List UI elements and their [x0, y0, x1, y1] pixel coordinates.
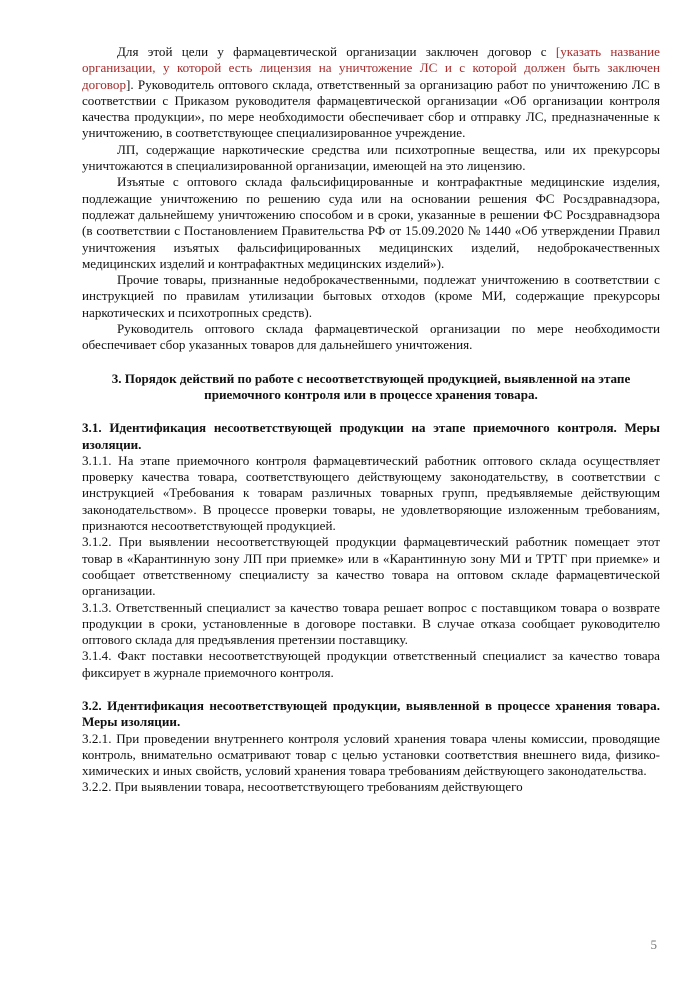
paragraph-manager: Руководитель оптового склада фармацевтической организации по мере необходимости обеспечивает сбор указанных товаров для дальнейшего уничтожения. [82, 321, 660, 353]
section-3-heading: 3. Порядок действий по работе с несоответствующей продукцией, выявленной на этапе приемочного контроля или в процессе хранения товара. [111, 370, 631, 402]
item-3-2-2: 3.2.2. При выявлении товара, несоответствующего требованиям действующего [82, 779, 523, 795]
paragraph-contract [82, 44, 660, 142]
section-3-1-heading: 3.1. Идентификация несоответствующей продукции на этапе приемочного контроля. Меры изоляции. [82, 420, 660, 452]
section-3-2-heading: 3.2. Идентификация несоответствующей продукции, выявленной в процессе хранения товара. Меры изоляции. [82, 697, 660, 730]
paragraph-narcotics: ЛП, содержащие наркотические средства или психотропные вещества, или их прекурсоры уничтожаются в специализированной организации, имеющей на это лицензию. [82, 141, 660, 174]
item-3-2-1: 3.2.1. При проведении внутреннего контроля условий хранения товара члены комиссии, проводящие контроль, внимательно осматривают товар с целью установки соответствия внешнего вида, физико-химических и иных свойств, условий хранения товара требованиям действующего законодательства. [82, 730, 660, 779]
paragraph-text: ]. Руководитель оптового склада, ответственный за организацию работ по уничтожению ЛС в соответствии с Приказом руководителя фармацевтической организации «Об организации контроля качества продукции», по мере необходимости обеспечивает сбор и отправку ЛС, предназначенные к уничтожению, в соответствующее специализированное учреждение. [82, 76, 660, 141]
item-3-1-4: 3.1.4. Факт поставки несоответствующей продукции ответственный специалист за качество товара фиксирует в журнале приемочного контроля. [82, 648, 660, 680]
document-page [82, 44, 660, 796]
paragraph-falsified: Изъятые с оптового склада фальсифицированные и контрафактные медицинские изделия, подлежащие уничтожению по решению суда или на основании решения ФС Росздравнадзора, подлежат дальнейшему уничтожению способом и в сроки, указанные в решении ФС Росздравнадзора (в соответствии с Постановлением Правительства РФ от 15.09.2020 № 1440 «Об утверждении Правил уничтожения изъятых фальсифицированных медицинских изделий, недоброкачественных медицинских изделий и контрафактных медицинских изделий»). [82, 174, 660, 271]
item-3-1-1: 3.1.1. На этапе приемочного контроля фармацевтический работник оптового склада осуществляет проверку качества товара, соответствующего действующему законодательству, в соответствии с инструкцией «Требования к товарам различных товарных групп, предъявляемые действующим законодательством». В процессе проверки товары, не удовлетворяющие изложенным требованиям, признаются несоответствующей продукцией. [82, 452, 660, 534]
item-3-1-3: 3.1.3. Ответственный специалист за качество товара решает вопрос с поставщиком товара о возврате продукции в сроки, установленные в договоре поставки. В случае отказа сообщает руководителю оптового склада для предъявления претензии поставщику. [82, 599, 660, 648]
page-number: 5 [650, 937, 657, 952]
placeholder-highlight: [указать название организации, у которой есть лицензия на уничтожение ЛС и с которой должен быть заключен договор [82, 44, 660, 92]
item-3-1-2: 3.1.2. При выявлении несоответствующей продукции фармацевтический работник помещает этот товар в «Карантинную зону ЛП при приемке» или в «Карантинную зону МИ и ТРТГ при приемке» и сообщает ответственному специалисту за качество товара на оптовом складе фармацевтической организации. [82, 534, 660, 599]
paragraph-other-goods: Прочие товары, признанные недоброкачественными, подлежат уничтожению в соответствии с инструкцией по правилам утилизации бытовых отходов (кроме МИ, содержащие прекурсоры наркотических и психотропных средств). [82, 272, 660, 320]
paragraph-text: Для этой цели у фармацевтической организации заключен договор с [117, 44, 556, 59]
